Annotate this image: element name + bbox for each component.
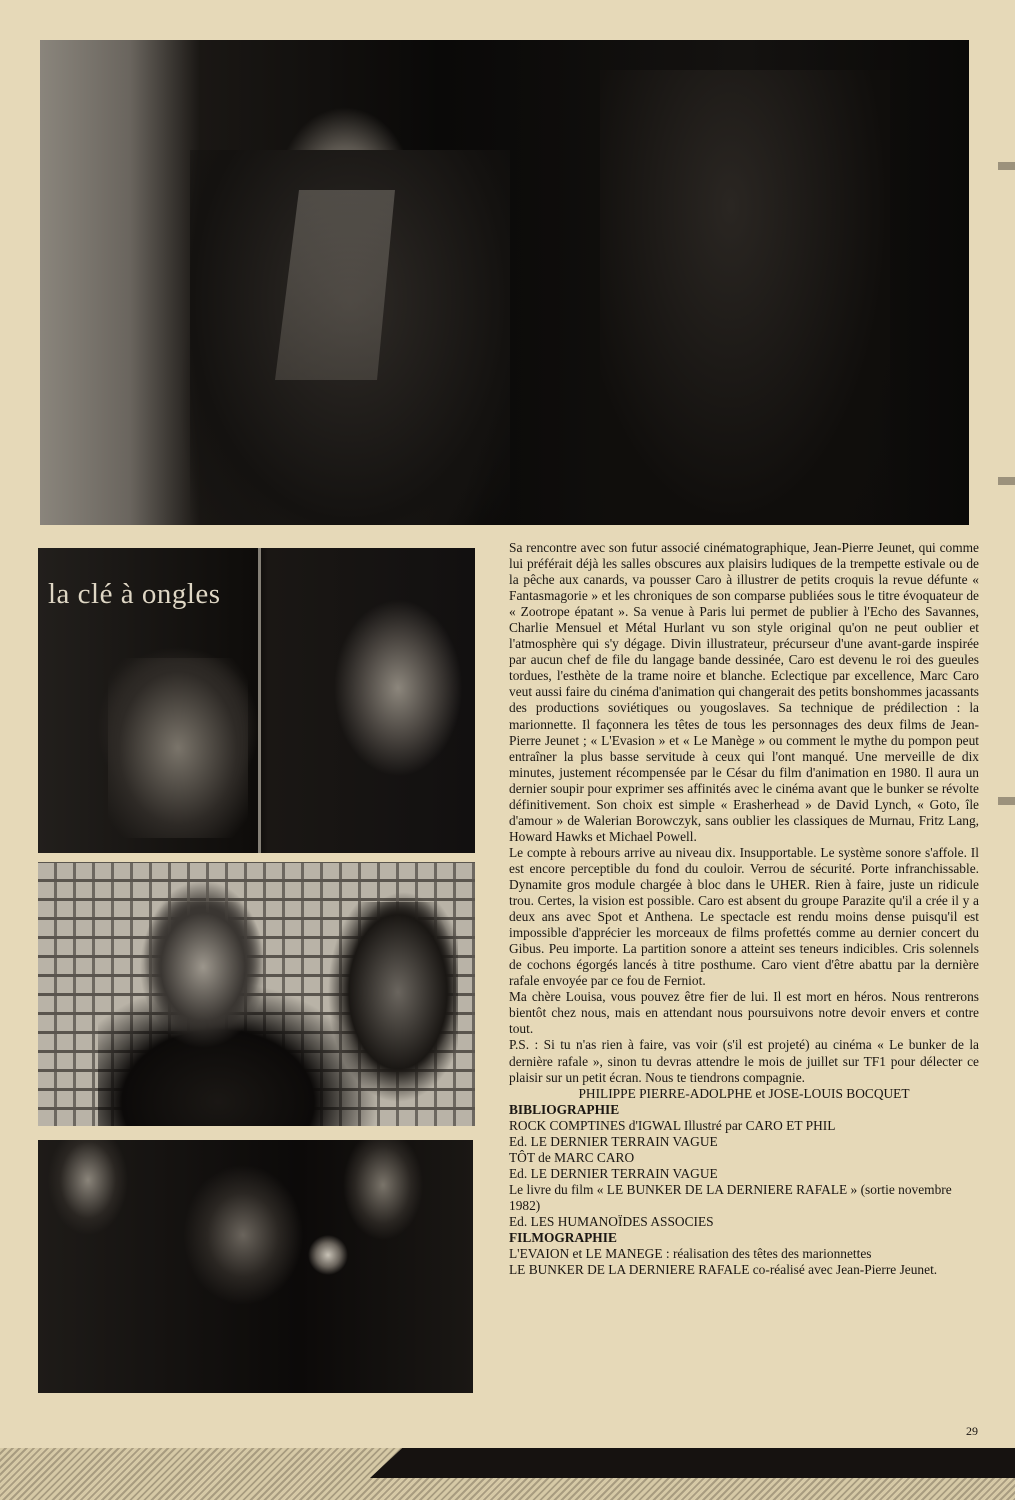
edge-mark [998,162,1015,170]
article-paragraph: P.S. : Si tu n'as rien à faire, vas voir (s'il est projeté) au cinéma « Le bunker de la dernière rafale », sinon tu devras attendre le mois de juillet sur TF1 pour délecter ce plaisir sur un petit écran. Nous te tiendrons compagnie. [509,1037,979,1085]
comic-panel-tiles [38,862,475,1126]
footer-black-bar [370,1448,1015,1478]
bibliography-line: TÔT de MARC CARO [509,1149,635,1165]
comic-panel-group-scene [38,1140,473,1393]
edge-mark [998,797,1015,805]
filmography-heading: FILMOGRAPHIE [509,1230,617,1246]
page-number: 29 [966,1424,978,1438]
panel-figures [98,902,458,1126]
article-paragraph: Sa rencontre avec son futur associé cinématographique, Jean-Pierre Jeunet, qui comme lui préférait déjà les salles obscures aux plaisirs ludiques de la trempette estivale ou de la pêche aux canards, va pousser Caro à illustrer de petits croquis la revue défunte « Fantasmagorie » et les chroniques de son comparse publiées sous le titre évoquateur de « Zootrope épatant ». Sa venue à Paris lui permet de publier à l'Echo des Savannes, Charlie Mensuel et Métal Hurlant vu son style original qu'on ne peut oublier et l'atmosphère qui s'y dégage. Divin illustrateur, précurseur d'une avant-garde inspirée par aucun chef de file du langage bande dessinée, Caro est devenu le roi des gueules tordues, l'esthète de la trame noire et blanche. Eclectique par excellence, Marc Caro veut aussi faire du cinéma d'animation qui changerait des petits bonshommes jacassants des productions soviétiques ou yougoslaves. Sa technique de prédilection : la marionnette. Il façonnera les têtes de tous les personnages des deux films de Jean-Pierre Jeunet ; « L'Evasion » et « Le Manège » ou comment le mythe du pompon peut entraîner la plus basse servitude à ceux qui l'ont manqué. Une merveille de dix minutes, justement récompensée par le César du film d'animation en 1980. Il aura un dernier soupir pour exprimer ses affinités avec le cinéma avant que le bunker se révolte définitivement. Son choix est simple « Erasherhead » de David Lynch, « Goto, île d'amour » de Walerian Borowczyk, sans oublier les classiques de Murnau, Fritz Lang, Howard Hawks et Michael Powell. [509,540,979,844]
article-paragraph: Ma chère Louisa, vous pouvez être fier de lui. Il est mort en héros. Nous rentrerons bientôt chez nous, mais en attendant nous poursuivons notre devoir envers et contre tout. [509,989,979,1037]
article-body [509,540,979,1278]
comic-panel-cle-a-ongles [38,548,475,853]
article-paragraph: Le compte à rebours arrive au niveau dix. Insupportable. Le système sonore s'affole. Il est encore perceptible du fond du couloir. Verrou de sécurité. Porte infranchissable. Dynamite gros module chargée à bloc dans le UHER. Rien à faire, juste un ridicule trou. Certes, la vision est possible. Caro est absent du groupe Parazite qu'il a crée il y a deux ans avec Spot et Anthena. Le spectacle est rendu moins dense puisqu'il est impossible d'apprécier les morceaux de films profettés comme au dernier concert du Gibus. Peu importe. La partition sonore a atteint ses teneurs indicibles. Cris solennels de cochons égorgés lancés à titre posthume. Caro vient d'être abattu par la dernière rafale envoyée par ce fou de Ferniot. [509,844,979,989]
bibliography-line: Ed. LES HUMANOÏDES ASSOCIES [509,1213,714,1229]
filmography-line: L'EVAION et LE MANEGE : réalisation des têtes des marionnettes [509,1246,872,1262]
bibliography-line: Ed. LE DERNIER TERRAIN VAGUE [509,1165,718,1181]
hand-drawing [108,658,248,838]
edge-mark [998,477,1015,485]
author-signature: PHILIPPE PIERRE-ADOLPHE et JOSE-LOUIS BOCQUET [578,1085,910,1101]
panel-divider [258,548,261,853]
bibliography-line: Le livre du film « LE BUNKER DE LA DERNIERE RAFALE » (sortie novembre 1982) [509,1181,952,1213]
filmography-line: LE BUNKER DE LA DERNIERE RAFALE co-réalisé avec Jean-Pierre Jeunet. [509,1262,938,1278]
main-film-still-photo [40,40,969,525]
panel-caption-title: la clé à ongles [48,578,221,610]
bibliography-heading: BIBLIOGRAPHIE [509,1101,620,1117]
right-figure-silhouette [600,70,890,525]
bibliography-line: Ed. LE DERNIER TERRAIN VAGUE [509,1133,718,1149]
bibliography-line: ROCK COMPTINES d'IGWAL Illustré par CARO ET PHIL [509,1117,836,1133]
